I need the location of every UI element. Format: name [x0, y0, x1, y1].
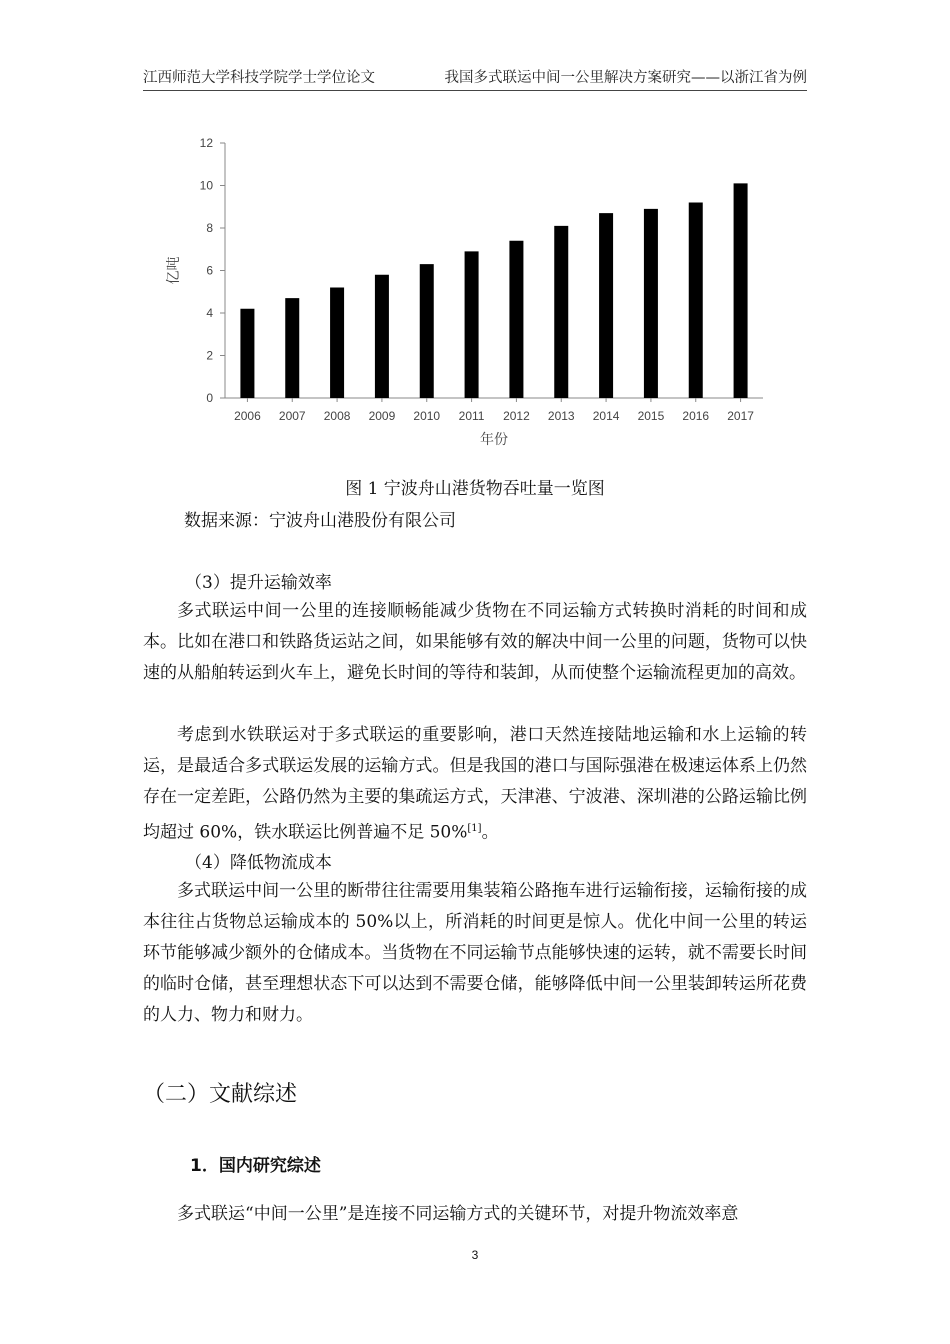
bar [734, 183, 748, 398]
x-axis-label: 年份 [480, 432, 508, 448]
figure-caption: 图 1 宁波舟山港货物吞吐量一览图 [345, 479, 605, 499]
x-tick-label: 2015 [637, 409, 665, 423]
x-tick-label: 2017 [727, 409, 754, 423]
section-3-paragraph-1: 多式联运中间一公里的连接顺畅能减少货物在不同运输方式转换时消耗的时间和成本。比如在港口和铁路货运站之间，如果能够有效的解决中间一公里的问题，货物可以快速的从船舶转运到火车上，避免长时间的等待和装卸，从而使整个运输流程更加的高效。 [143, 601, 807, 683]
y-tick-label: 0 [206, 391, 213, 405]
chart-labels [166, 136, 754, 448]
bar [285, 298, 299, 398]
domestic-review-paragraph: 多式联运“中间一公里”是连接不同运输方式的关键环节，对提升物流效率意 [177, 1204, 739, 1224]
x-tick-label: 2016 [682, 409, 710, 423]
bar [330, 288, 344, 399]
x-tick-label: 2009 [368, 409, 396, 423]
bar [509, 241, 523, 398]
bar [420, 264, 434, 398]
literature-review-title: （二）文献综述 [143, 1082, 298, 1107]
y-tick-label: 6 [206, 263, 213, 278]
running-header [143, 66, 807, 91]
chart-axes [220, 143, 763, 402]
bar [465, 251, 479, 398]
y-tick-label: 12 [199, 136, 213, 150]
x-tick-label: 2011 [458, 409, 485, 423]
x-tick-label: 2014 [592, 409, 620, 423]
domestic-review-title: 1．国内研究综述 [190, 1156, 321, 1176]
y-axis-label: 亿吨 [166, 256, 182, 285]
section-3-paragraph-2-end: 。 [481, 822, 499, 843]
section-4-paragraph-1: 多式联运中间一公里的断带往往需要用集装箱公路拖车进行运输衔接，运输衔接的成本往往占货物总运输成本的 50%以上，所消耗的时间更是惊人。优化中间一公里的转运环节能够减少额外的仓储成本。当货物在不同运输节点能够快速的运转，就不需要长时间的临时仓储，甚至理想状态下可以达到不需要仓储，能够降低中间一公里装卸转运所花费的人力、物力和财力。 [143, 881, 807, 1025]
section-3-paragraph-2 [143, 720, 807, 849]
x-tick-label: 2008 [323, 409, 351, 423]
y-tick-label: 2 [206, 348, 213, 363]
y-tick-label: 8 [206, 221, 213, 235]
bar [689, 203, 703, 399]
header-thesis-title: 我国多式联运中间一公里解决方案研究——以浙江省为例 [444, 70, 807, 86]
chart-bars [240, 183, 747, 398]
page-number: 3 [471, 1248, 479, 1262]
bar [599, 213, 613, 398]
throughput-bar-chart [140, 125, 820, 455]
x-tick-label: 2007 [278, 409, 306, 423]
section-3-title: （3）提升运输效率 [185, 573, 332, 593]
citation-ref[interactable]: [1] [467, 823, 482, 834]
figure-source: 数据来源：宁波舟山港股份有限公司 [184, 511, 456, 531]
bar [644, 209, 658, 398]
bar [375, 275, 389, 398]
header-thesis-label: 江西师范大学科技学院学士学位论文 [143, 70, 375, 86]
x-tick-label: 2010 [413, 409, 441, 423]
section-4-title: （4）降低物流成本 [185, 853, 332, 873]
bar [240, 309, 254, 398]
section-3-paragraph-2-text: 考虑到水铁联运对于多式联运的重要影响，港口天然连接陆地运输和水上运输的转运，是最适合多式联运发展的运输方式。但是我国的港口与国际强港在极速运体系上仍然存在一定差距，公路仍然为主要的集疏运方式，天津港、宁波港、深圳港的公路运输比例均超过 60%，铁水联运比例普遍不足 50% [143, 725, 807, 843]
y-tick-label: 4 [206, 306, 213, 320]
x-tick-label: 2006 [234, 409, 261, 423]
x-tick-label: 2012 [503, 409, 530, 423]
y-tick-label: 10 [199, 178, 213, 193]
bar [554, 226, 568, 398]
x-tick-label: 2013 [547, 409, 575, 423]
